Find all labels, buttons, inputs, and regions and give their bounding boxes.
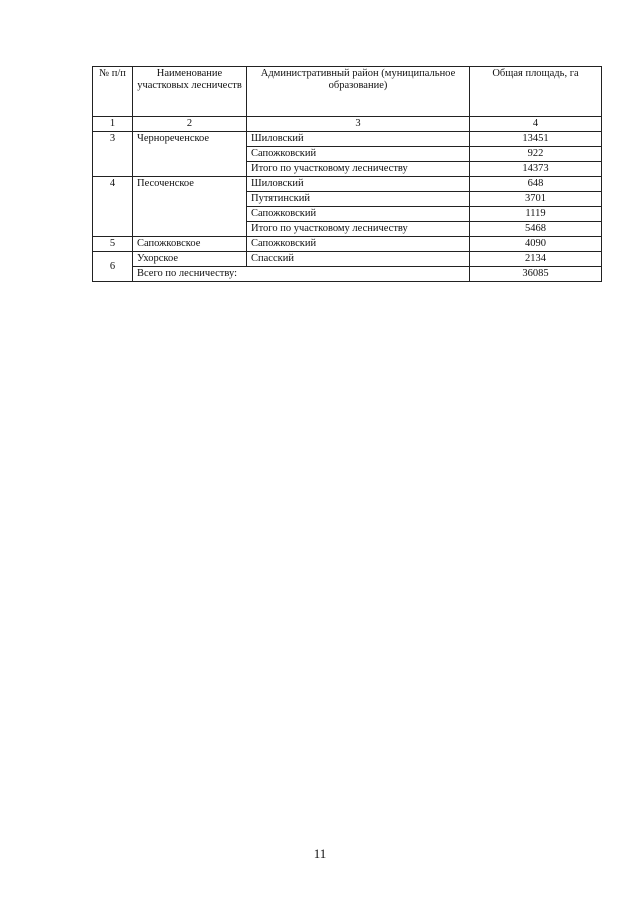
district-name: Сапожковский — [247, 237, 470, 252]
area-value: 3701 — [470, 192, 602, 207]
header-district: Административный район (муниципальное образование) — [247, 67, 470, 117]
subtotal-label: Итого по участковому лесничеству — [247, 162, 470, 177]
column-number: 2 — [133, 117, 247, 132]
subtotal-value: 5468 — [470, 222, 602, 237]
page-number: 11 — [313, 846, 327, 861]
area-value: 13451 — [470, 132, 602, 147]
forestry-name: Чернореченское — [133, 132, 247, 177]
table-row — [93, 237, 602, 252]
area-value: 1119 — [470, 207, 602, 222]
column-number: 3 — [247, 117, 470, 132]
district-name: Сапожковский — [247, 207, 470, 222]
column-number: 1 — [93, 117, 133, 132]
row-number: 4 — [93, 177, 133, 237]
header-name: Наименование участковых лесничеств — [133, 67, 247, 117]
district-name: Сапожковский — [247, 147, 470, 162]
table-row — [93, 252, 602, 267]
district-name: Путятинский — [247, 192, 470, 207]
area-value: 648 — [470, 177, 602, 192]
row-number: 3 — [93, 132, 133, 177]
total-row — [93, 267, 602, 282]
district-name: Шиловский — [247, 177, 470, 192]
column-number-row — [93, 117, 602, 132]
row-number: 6 — [93, 252, 133, 282]
forestry-name: Сапожковское — [133, 237, 247, 252]
forestry-table — [92, 66, 602, 282]
area-value: 922 — [470, 147, 602, 162]
header-num: № п/п — [93, 67, 133, 117]
column-number: 4 — [470, 117, 602, 132]
row-number: 5 — [93, 237, 133, 252]
forestry-name: Песоченское — [133, 177, 247, 237]
header-area: Общая площадь, га — [470, 67, 602, 117]
table-row — [93, 177, 602, 192]
district-name: Шиловский — [247, 132, 470, 147]
subtotal-label: Итого по участковому лесничеству — [247, 222, 470, 237]
forestry-name: Ухорское — [133, 252, 247, 267]
total-label: Всего по лесничеству: — [133, 267, 470, 282]
district-name: Спасский — [247, 252, 470, 267]
area-value: 2134 — [470, 252, 602, 267]
subtotal-value: 14373 — [470, 162, 602, 177]
table-row — [93, 132, 602, 147]
total-value: 36085 — [470, 267, 602, 282]
header-row — [93, 67, 602, 117]
area-value: 4090 — [470, 237, 602, 252]
